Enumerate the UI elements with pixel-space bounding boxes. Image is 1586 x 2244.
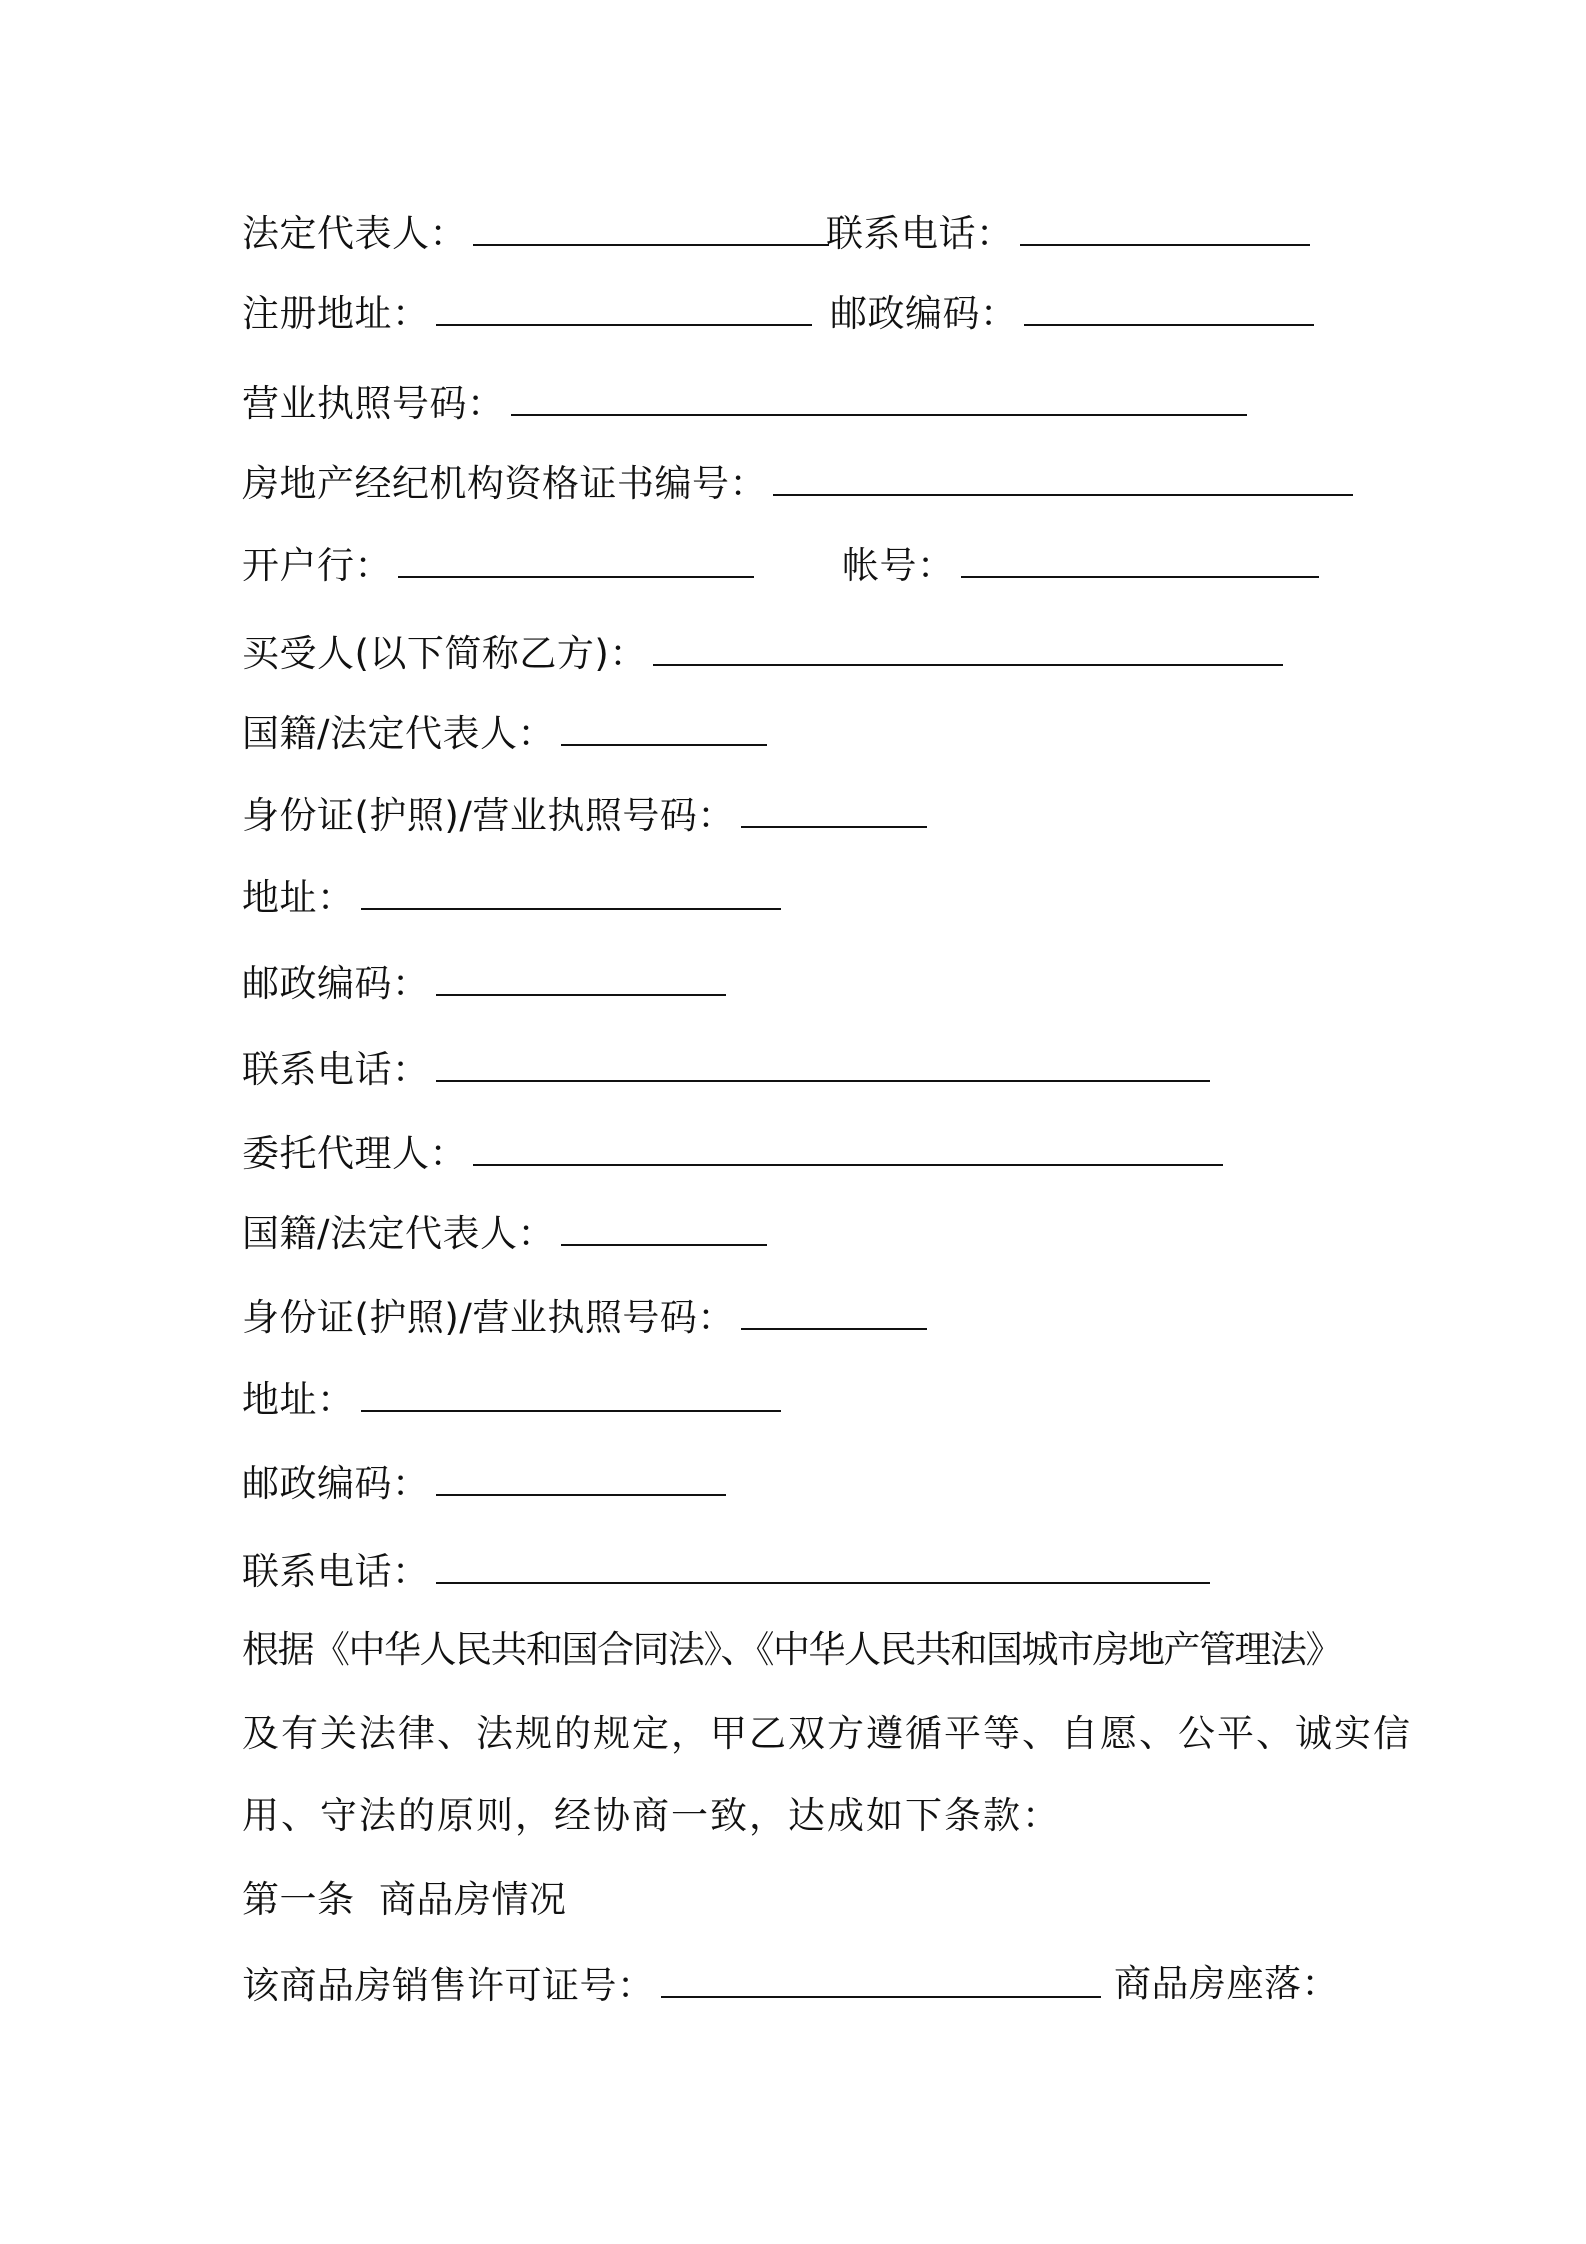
agency-cert-label: 房地产经纪机构资格证书编号： bbox=[242, 462, 767, 505]
reg-address-label: 注册地址： bbox=[242, 292, 430, 335]
buyer-blank[interactable] bbox=[653, 628, 1283, 666]
account-group bbox=[842, 540, 1319, 590]
buyer-postcode-label: 邮政编码： bbox=[242, 962, 430, 1005]
agent-nationality-blank[interactable] bbox=[561, 1208, 767, 1246]
permit-blank[interactable] bbox=[661, 1960, 1101, 1998]
seller-postcode-group bbox=[830, 288, 1314, 338]
buyer-postcode-blank[interactable] bbox=[436, 958, 726, 996]
preamble-line-1: 根据《中华人民共和国合同法》、《中华人民共和国城市房地产管理法》 bbox=[242, 1628, 1341, 1671]
agency-cert-blank[interactable] bbox=[773, 458, 1353, 496]
agent-phone-label: 联系电话： bbox=[242, 1550, 430, 1593]
buyer-phone-label: 联系电话： bbox=[242, 1048, 430, 1091]
location-label: 商品房座落： bbox=[1114, 1962, 1339, 2005]
buyer-id-label: 身份证(护照)/营业执照号码： bbox=[242, 794, 735, 837]
agency-cert-row bbox=[242, 458, 1353, 508]
agent-postcode-label: 邮政编码： bbox=[242, 1462, 430, 1505]
article-1-heading: 第一条 商品房情况 bbox=[242, 1878, 567, 1921]
agent-row bbox=[242, 1128, 1223, 1178]
agent-phone-blank[interactable] bbox=[436, 1546, 1210, 1584]
buyer-row bbox=[242, 628, 1283, 678]
agent-label: 委托代理人： bbox=[242, 1132, 467, 1175]
agent-postcode-row bbox=[242, 1458, 726, 1508]
seller-phone-group bbox=[826, 208, 1310, 258]
reg-address-blank[interactable] bbox=[436, 288, 812, 326]
buyer-label: 买受人(以下简称乙方)： bbox=[242, 632, 647, 675]
buyer-phone-blank[interactable] bbox=[436, 1044, 1210, 1082]
agent-postcode-blank[interactable] bbox=[436, 1458, 726, 1496]
account-blank[interactable] bbox=[961, 540, 1319, 578]
buyer-phone-row bbox=[242, 1044, 1210, 1094]
agent-id-label: 身份证(护照)/营业执照号码： bbox=[242, 1296, 735, 1339]
agent-nationality-row bbox=[242, 1208, 767, 1258]
seller-postcode-label: 邮政编码： bbox=[830, 292, 1018, 335]
legal-rep-row bbox=[242, 208, 1014, 258]
agent-nationality-label: 国籍/法定代表人： bbox=[242, 1212, 555, 1255]
buyer-nationality-label: 国籍/法定代表人： bbox=[242, 712, 555, 755]
permit-row bbox=[242, 1960, 1339, 2010]
legal-rep-blank[interactable] bbox=[473, 208, 829, 246]
agent-address-blank[interactable] bbox=[361, 1374, 781, 1412]
buyer-address-label: 地址： bbox=[242, 876, 355, 919]
preamble-line-2: 及有关法律、法规的规定，甲乙双方遵循平等、自愿、公平、诚实信 bbox=[242, 1712, 1412, 1755]
agent-blank[interactable] bbox=[473, 1128, 1223, 1166]
agent-address-row bbox=[242, 1374, 781, 1424]
bank-row bbox=[242, 540, 955, 590]
preamble-line-3: 用、守法的原则，经协商一致，达成如下条款： bbox=[242, 1794, 1061, 1837]
buyer-postcode-row bbox=[242, 958, 726, 1008]
business-license-blank[interactable] bbox=[511, 378, 1247, 416]
buyer-id-row bbox=[242, 790, 927, 840]
buyer-id-blank[interactable] bbox=[741, 790, 927, 828]
agent-id-row bbox=[242, 1292, 927, 1342]
agent-id-blank[interactable] bbox=[741, 1292, 927, 1330]
permit-label: 该商品房销售许可证号： bbox=[242, 1964, 655, 2007]
bank-blank[interactable] bbox=[398, 540, 754, 578]
legal-rep-label: 法定代表人： bbox=[242, 212, 467, 255]
seller-postcode-blank[interactable] bbox=[1024, 288, 1314, 326]
buyer-nationality-row bbox=[242, 708, 767, 758]
business-license-label: 营业执照号码： bbox=[242, 382, 505, 425]
reg-address-row bbox=[242, 288, 1018, 338]
buyer-address-blank[interactable] bbox=[361, 872, 781, 910]
seller-phone-label: 联系电话： bbox=[826, 212, 1014, 255]
buyer-nationality-blank[interactable] bbox=[561, 708, 767, 746]
business-license-row bbox=[242, 378, 1247, 428]
account-label: 帐号： bbox=[842, 544, 955, 587]
buyer-address-row bbox=[242, 872, 781, 922]
bank-label: 开户行： bbox=[242, 544, 392, 587]
agent-address-label: 地址： bbox=[242, 1378, 355, 1421]
agent-phone-row bbox=[242, 1546, 1210, 1596]
seller-phone-blank[interactable] bbox=[1020, 208, 1310, 246]
